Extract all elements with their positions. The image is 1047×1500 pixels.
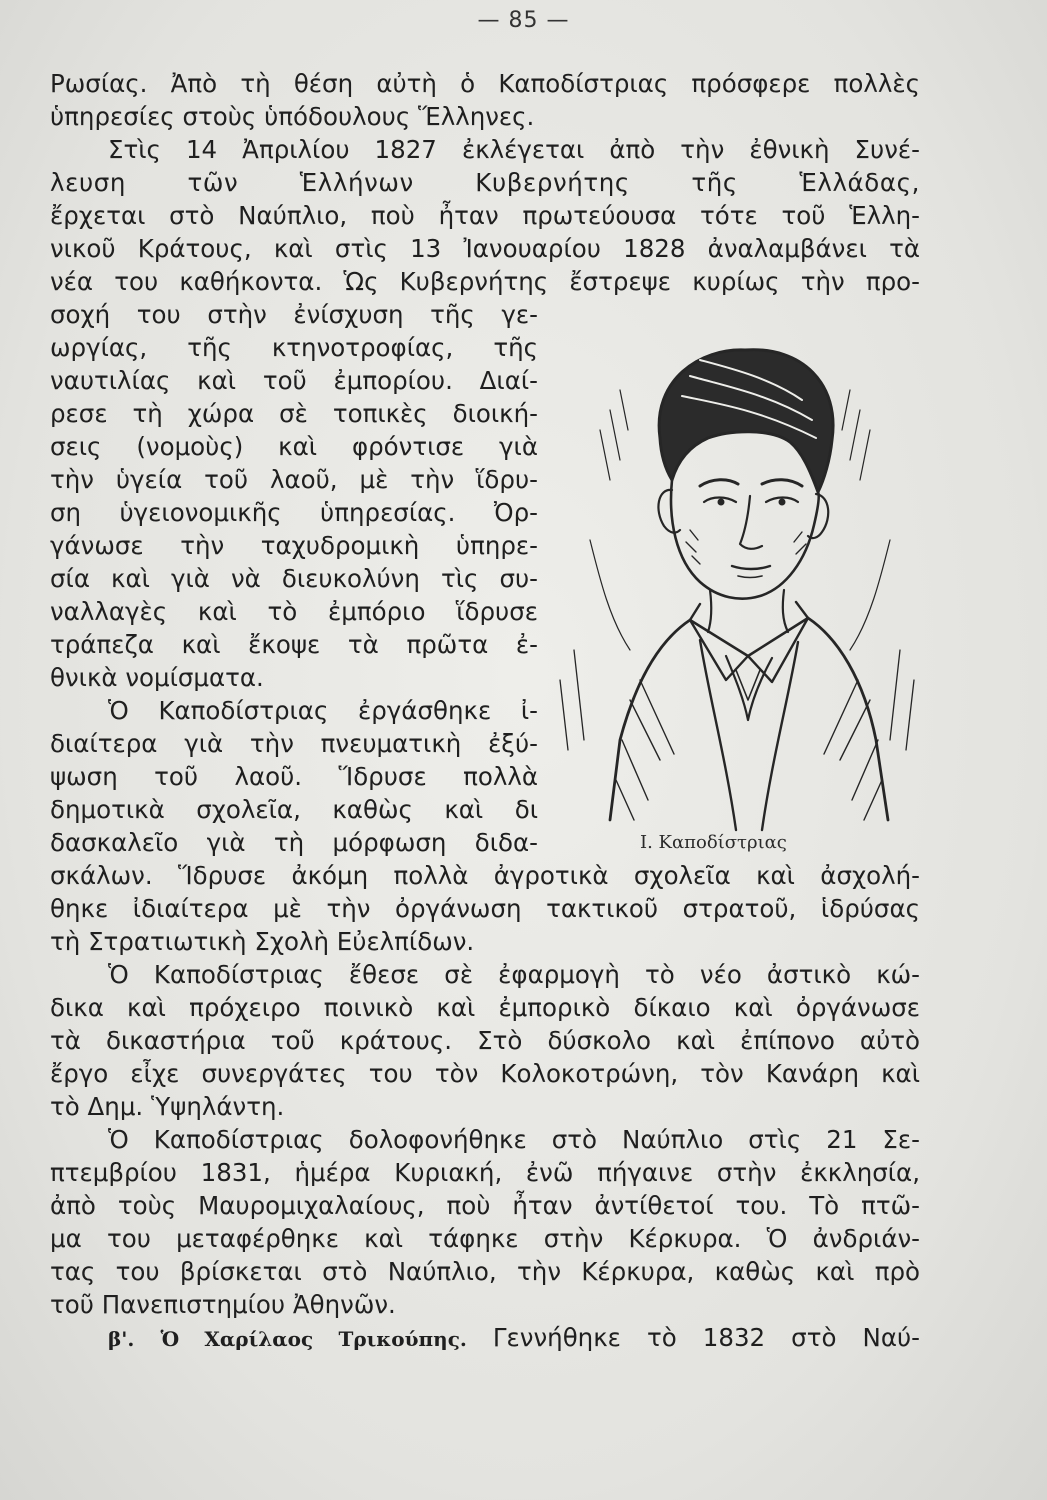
text-line: νικοῦ Κράτους, καὶ στὶς 13 Ἰανουαρίου 1828 ἀναλαμβάνει τὰ (50, 234, 920, 263)
text-line: δικα καὶ πρόχειρο ποινικὸ καὶ ἐμπορικὸ δίκαιο καὶ ὀργάνωσε (50, 993, 920, 1022)
text-line: τὴ Στρατιωτικὴ Σχολὴ Εὐελπίδων. (50, 927, 475, 956)
section-b-line (50, 1322, 920, 1355)
text-line: τὸ Δημ. Ὑψηλάντη. (50, 1092, 285, 1121)
text-line: σοχή του στὴν ἐνίσχυση τῆς γε- (50, 300, 538, 329)
page-number: — 85 — (477, 8, 570, 33)
text-line: Ὁ Καποδίστριας ἐργάσθηκε ἰ- (108, 696, 538, 725)
text-line: ναλλαγὲς καὶ τὸ ἐμπόριο ἵδρυσε (50, 597, 538, 626)
text-line: σκάλων. Ἵδρυσε ἀκόμη πολλὰ ἀγροτικὰ σχολεῖα καὶ ἀσχολή- (50, 861, 920, 890)
portrait-caption: Ι. Καποδίστριας (640, 832, 787, 853)
text-line: δημοτικὰ σχολεῖα, καθὼς καὶ δι (50, 795, 538, 824)
text-line: ἔρχεται στὸ Ναύπλιο, ποὺ ἦταν πρωτεύουσα τότε τοῦ Ἑλλη- (50, 201, 920, 230)
text-line: ὑπηρεσίες στοὺς ὑπόδουλους Ἕλληνες. (50, 102, 535, 131)
text-line: ρεσε τὴ χώρα σὲ τοπικὲς διοική- (50, 399, 538, 428)
text-line: Ὁ Καποδίστριας δολοφονήθηκε στὸ Ναύπλιο στὶς 21 Σε- (108, 1125, 920, 1154)
text-line: τράπεζα καὶ ἔκοψε τὰ πρῶτα ἐ- (50, 630, 538, 659)
text-line: Ὁ Καποδίστριας ἔθεσε σὲ ἐφαρμογὴ τὸ νέο ἀστικὸ κώ- (108, 960, 920, 989)
text-line: τὴν ὑγεία τοῦ λαοῦ, μὲ τὴν ἵδρυ- (50, 465, 538, 494)
text-line: ση ὑγειονομικῆς ὑπηρεσίας. Ὀρ- (50, 498, 538, 527)
text-line: Στὶς 14 Ἀπριλίου 1827 ἐκλέγεται ἀπὸ τὴν ἐθνικὴ Συνέ- (108, 135, 920, 164)
text-line: σεις (νομοὺς) καὶ φρόντισε γιὰ (50, 432, 538, 461)
text-line: δασκαλεῖο γιὰ τὴ μόρφωση διδα- (50, 828, 538, 857)
kapodistrias-portrait (540, 320, 935, 840)
text-line: ἔργο εἶχε συνεργάτες του τὸν Κολοκοτρώνη, τὸν Κανάρη καὶ (50, 1059, 920, 1088)
text-line: νέα του καθήκοντα. Ὡς Κυβερνήτης ἔστρεψε κυρίως τὴν προ- (50, 267, 920, 296)
text-line: θνικὰ νομίσματα. (50, 663, 264, 692)
text-line: τὰ δικαστήρια τοῦ κράτους. Στὸ δύσκολο καὶ ἐπίπονο αὐτὸ (50, 1026, 920, 1055)
text-line: σία καὶ γιὰ νὰ διευκολύνη τὶς συ- (50, 564, 538, 593)
text-line: ναυτιλίας καὶ τοῦ ἐμπορίου. Διαί- (50, 366, 538, 395)
text-line: πτεμβρίου 1831, ἡμέρα Κυριακή, ἐνῶ πήγαινε στὴν ἐκκλησία, (50, 1158, 920, 1187)
text-line: τοῦ Πανεπιστημίου Ἀθηνῶν. (50, 1290, 396, 1319)
text-line: λευση τῶν Ἑλλήνων Κυβερνήτης τῆς Ἑλλάδας, (50, 168, 920, 197)
text-line: μα του μεταφέρθηκε καὶ τάφηκε στὴν Κέρκυρα. Ὁ ἀνδριάν- (50, 1224, 920, 1253)
text-line: τας του βρίσκεται στὸ Ναύπλιο, τὴν Κέρκυρα, καθὼς καὶ πρὸ (50, 1257, 920, 1286)
text-line: ωργίας, τῆς κτηνοτροφίας, τῆς (50, 333, 538, 362)
section-b-text: Γεννήθηκε τὸ 1832 στὸ Ναύ- (492, 1323, 921, 1352)
section-b-label: β'. (108, 1327, 135, 1351)
text-line: ψωση τοῦ λαοῦ. Ἵδρυσε πολλὰ (50, 762, 538, 791)
text-line: Ρωσίας. Ἀπὸ τὴ θέση αὐτὴ ὁ Καποδίστριας πρόσφερε πολλὲς (50, 69, 920, 98)
text-line: γάνωσε τὴν ταχυδρομικὴ ὑπηρε- (50, 531, 538, 560)
text-line: ἀπὸ τοὺς Μαυρομιχαλαίους, ποὺ ἦταν ἀντίθετοί του. Τὸ πτῶ- (50, 1191, 920, 1220)
text-line: διαίτερα γιὰ τὴν πνευματικὴ ἐξύ- (50, 729, 538, 758)
section-b-title: Ὁ Χαρίλαος Τρικούπης. (160, 1327, 467, 1351)
text-line: θηκε ἰδιαίτερα μὲ τὴν ὀργάνωση τακτικοῦ στρατοῦ, ἱδρύσας (50, 894, 920, 923)
